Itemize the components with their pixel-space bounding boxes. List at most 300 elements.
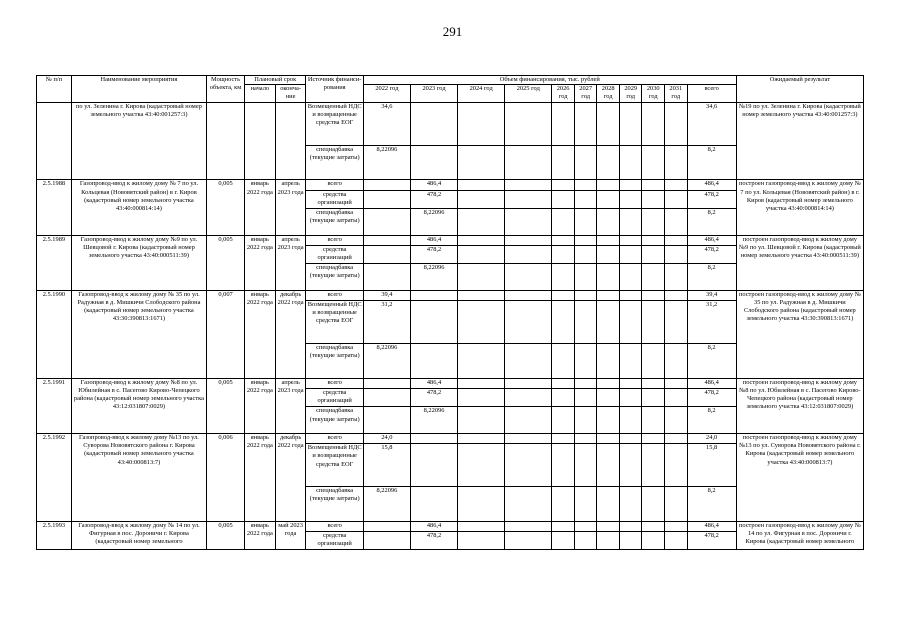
year-amount — [458, 180, 505, 190]
year-amount — [552, 145, 575, 180]
year-amount — [574, 290, 597, 300]
entry-end: декабрь 2022 года — [275, 290, 306, 378]
year-amount — [597, 521, 620, 531]
funding-source: Возмещенный НДС и возвращенные средства ЕОГ — [306, 444, 363, 487]
year-amount — [505, 245, 552, 263]
total-amount: 478,2 — [687, 532, 736, 550]
year-amount — [665, 300, 688, 343]
entry-capacity: 0,005 — [207, 180, 245, 235]
year-amount — [505, 145, 552, 180]
year-amount — [574, 378, 597, 388]
table-header — [37, 76, 864, 103]
year-amount — [619, 487, 642, 522]
year-amount — [363, 407, 410, 434]
table-row — [37, 290, 864, 300]
year-amount — [552, 180, 575, 190]
year-amount — [458, 343, 505, 378]
total-amount: 8,2 — [687, 343, 736, 378]
year-amount — [410, 487, 457, 522]
year-amount — [410, 343, 457, 378]
year-amount — [574, 145, 597, 180]
year-amount — [619, 378, 642, 388]
year-amount — [552, 378, 575, 388]
year-amount: 8,22096 — [363, 343, 410, 378]
year-amount — [619, 521, 642, 531]
expected-result: построен газопровод-ввод к жилому дому №8 по ул. Юбилейная в с. Пасегово Кирово-Чепецкого района (кадастровый номер земельного участка 43:12:031807:0029) — [736, 378, 863, 433]
year-amount — [363, 388, 410, 406]
year-amount — [552, 102, 575, 145]
total-amount: 34,6 — [687, 102, 736, 145]
year-amount — [552, 388, 575, 406]
financing-table — [36, 75, 864, 550]
total-amount: 8,2 — [687, 208, 736, 235]
year-amount: 31,2 — [363, 300, 410, 343]
year-amount — [505, 264, 552, 291]
year-amount: 8,22096 — [363, 487, 410, 522]
year-amount — [642, 102, 665, 145]
year-amount — [665, 190, 688, 208]
year-amount — [597, 378, 620, 388]
expected-result: построен газопровод-ввод к жилому дому № 14 по ул. Фигурная в пос. Дороничи г. Кирова (кадастровый номер земельного — [736, 521, 863, 550]
year-amount — [458, 208, 505, 235]
year-amount — [458, 102, 505, 145]
funding-source: спецнадбавка (текущие затраты) — [306, 145, 363, 180]
entry-start — [244, 102, 275, 180]
entry-name: Газопровод-ввод к жилому дому № 7 по ул. Кольцевая (Нововятский район) в г. Киров (кадастровый номер земельного участка 43:40:000814:14) — [71, 180, 206, 235]
year-amount — [619, 290, 642, 300]
year-amount — [665, 208, 688, 235]
year-amount — [597, 433, 620, 443]
year-amount — [552, 190, 575, 208]
entry-num: 2.5.1991 — [37, 378, 72, 433]
year-amount — [458, 521, 505, 531]
header-name: Наименование мероприятия — [71, 76, 206, 103]
year-amount — [505, 487, 552, 522]
funding-source: всего — [306, 521, 363, 531]
year-amount — [363, 190, 410, 208]
year-amount — [458, 433, 505, 443]
year-amount — [458, 407, 505, 434]
total-amount: 486,4 — [687, 235, 736, 245]
year-amount — [552, 521, 575, 531]
table-body — [37, 102, 864, 550]
expected-result: №19 по ул. Зеленина г. Кирова (кадастровый номер земельного участка 43:40:001257:3) — [736, 102, 863, 180]
year-amount — [665, 264, 688, 291]
year-amount: 8,22096 — [410, 264, 457, 291]
funding-source: Возмещенный НДС и возвращенные средства ЕОГ — [306, 300, 363, 343]
year-amount — [363, 208, 410, 235]
year-amount — [552, 444, 575, 487]
entry-name: Газопровод-ввод к жилому дому № 35 по ул. Радужная в д. Мишкичи Слободского района (кадастровый номер земельного участка 43:30:390813:1671) — [71, 290, 206, 378]
year-amount — [597, 190, 620, 208]
year-amount: 486,4 — [410, 180, 457, 190]
header-year: 2030 год — [642, 85, 665, 102]
year-amount — [619, 190, 642, 208]
year-amount — [642, 180, 665, 190]
year-amount — [665, 532, 688, 550]
year-amount — [363, 532, 410, 550]
total-amount: 8,2 — [687, 145, 736, 180]
year-amount: 486,4 — [410, 235, 457, 245]
year-amount — [574, 235, 597, 245]
year-amount — [458, 264, 505, 291]
year-amount — [458, 145, 505, 180]
year-amount — [552, 290, 575, 300]
entry-num: 2.5.1988 — [37, 180, 72, 235]
year-amount — [642, 407, 665, 434]
year-amount — [597, 102, 620, 145]
year-amount — [458, 444, 505, 487]
year-amount: 478,2 — [410, 245, 457, 263]
year-amount — [574, 407, 597, 434]
total-amount: 8,2 — [687, 264, 736, 291]
header-capacity: Мощность объекта, км — [207, 76, 245, 103]
year-amount — [552, 300, 575, 343]
funding-source: всего — [306, 378, 363, 388]
year-amount — [552, 235, 575, 245]
year-amount — [552, 532, 575, 550]
header-source: Источник финанси-рования — [306, 76, 363, 103]
year-amount — [642, 444, 665, 487]
table-row — [37, 180, 864, 190]
year-amount — [505, 190, 552, 208]
total-amount: 478,2 — [687, 190, 736, 208]
entry-capacity: 0,007 — [207, 290, 245, 378]
year-amount — [458, 290, 505, 300]
table-row — [37, 102, 864, 145]
entry-capacity: 0,006 — [207, 433, 245, 521]
year-amount — [597, 407, 620, 434]
entry-num — [37, 102, 72, 180]
year-amount — [363, 245, 410, 263]
year-amount — [597, 180, 620, 190]
year-amount: 478,2 — [410, 532, 457, 550]
year-amount — [665, 235, 688, 245]
header-year: 2029 год — [619, 85, 642, 102]
year-amount — [574, 343, 597, 378]
entry-start: январь 2022 года — [244, 180, 275, 235]
page-number: 291 — [442, 24, 463, 39]
year-amount — [619, 433, 642, 443]
year-amount — [505, 521, 552, 531]
year-amount — [410, 444, 457, 487]
year-amount — [619, 264, 642, 291]
year-amount — [597, 245, 620, 263]
header-year: 2028 год — [597, 85, 620, 102]
year-amount — [619, 388, 642, 406]
year-amount: 8,22096 — [363, 145, 410, 180]
entry-start: январь 2022 года — [244, 378, 275, 433]
total-amount: 24,0 — [687, 433, 736, 443]
year-amount — [574, 245, 597, 263]
header-total: всего — [687, 85, 736, 102]
total-amount: 15,8 — [687, 444, 736, 487]
year-amount — [642, 343, 665, 378]
year-amount — [665, 343, 688, 378]
expected-result: построен газопровод-ввод к жилому дому № 35 по ул. Радужная в д. Мишкичи Слободского района (кадастровый номер земельного участка 43:30:390813:1671) — [736, 290, 863, 378]
year-amount — [363, 378, 410, 388]
year-amount — [574, 388, 597, 406]
header-end: оконча-ние — [275, 85, 306, 102]
year-amount: 478,2 — [410, 190, 457, 208]
year-amount — [619, 300, 642, 343]
year-amount: 39,4 — [363, 290, 410, 300]
year-amount — [642, 235, 665, 245]
year-amount — [574, 264, 597, 291]
year-amount — [458, 378, 505, 388]
year-amount — [665, 407, 688, 434]
expected-result: построен газопровод-ввод к жилому дому №9 по ул. Шевцовой г. Кирова (кадастровый номер земельного участка 43:40:000511:39) — [736, 235, 863, 290]
entry-name: по ул. Зеленина г. Кирова (кадастровый номер земельного участка 43:40:001257:3) — [71, 102, 206, 180]
year-amount — [642, 300, 665, 343]
total-amount: 8,2 — [687, 487, 736, 522]
total-amount: 39,4 — [687, 290, 736, 300]
entry-name: Газопровод-ввод к жилому дому №8 по ул. Юбилейная в с. Пасегово Кирово-Чепецкого района (кадастровый номер земельного участка 43:12:031807:0029) — [71, 378, 206, 433]
table-row — [37, 521, 864, 531]
total-amount: 478,2 — [687, 245, 736, 263]
year-amount — [363, 264, 410, 291]
entry-start: январь 2022 года — [244, 290, 275, 378]
year-amount — [619, 532, 642, 550]
funding-source: спецнадбавка (текущие затраты) — [306, 208, 363, 235]
funding-source: средства организаций — [306, 532, 363, 550]
year-amount — [458, 235, 505, 245]
year-amount — [363, 521, 410, 531]
year-amount — [505, 290, 552, 300]
year-amount — [574, 300, 597, 343]
year-amount — [642, 190, 665, 208]
year-amount — [665, 145, 688, 180]
year-amount — [597, 343, 620, 378]
entry-end: апрель 2023 года — [275, 235, 306, 290]
expected-result: построен газопровод-ввод к жилому дому №13 по ул. Суворова Нововятского района г. Кирова (кадастровый номер земельного участка 43:40:000813:7) — [736, 433, 863, 521]
year-amount — [619, 145, 642, 180]
entry-capacity — [207, 102, 245, 180]
funding-source: всего — [306, 235, 363, 245]
total-amount: 486,4 — [687, 378, 736, 388]
year-amount — [458, 388, 505, 406]
header-year: 2025 год — [505, 85, 552, 102]
year-amount — [505, 102, 552, 145]
year-amount: 34,6 — [363, 102, 410, 145]
year-amount: 8,22096 — [410, 208, 457, 235]
funding-source: средства организаций — [306, 245, 363, 263]
header-num: № п/п — [37, 76, 72, 103]
year-amount — [458, 532, 505, 550]
year-amount — [665, 378, 688, 388]
year-amount — [597, 208, 620, 235]
entry-num: 2.5.1992 — [37, 433, 72, 521]
year-amount — [574, 532, 597, 550]
total-amount: 486,4 — [687, 521, 736, 531]
year-amount — [505, 388, 552, 406]
header-year: 2026 год — [552, 85, 575, 102]
entry-capacity: 0,005 — [207, 378, 245, 433]
entry-start: январь 2022 года — [244, 521, 275, 550]
header-year: 2031 год — [665, 85, 688, 102]
header-start: начало — [244, 85, 275, 102]
header-volume: Объем финансирования, тыс. рублей — [363, 76, 736, 85]
total-amount: 8,2 — [687, 407, 736, 434]
year-amount — [552, 433, 575, 443]
year-amount — [619, 102, 642, 145]
funding-source: спецнадбавка (текущие затраты) — [306, 264, 363, 291]
year-amount — [363, 235, 410, 245]
year-amount — [665, 290, 688, 300]
funding-source: всего — [306, 180, 363, 190]
expected-result: построен газопровод-ввод к жилому дому № 7 по ул. Кольцевая (Нововятский район) в г. Киров (кадастровый номер земельного участка 43:40:000814:14) — [736, 180, 863, 235]
header-result: Ожидаемый результат — [736, 76, 863, 103]
year-amount — [505, 343, 552, 378]
year-amount: 8,22096 — [410, 407, 457, 434]
year-amount — [665, 388, 688, 406]
year-amount — [552, 487, 575, 522]
year-amount — [458, 300, 505, 343]
year-amount — [597, 444, 620, 487]
year-amount — [642, 521, 665, 531]
funding-source: всего — [306, 290, 363, 300]
year-amount — [619, 343, 642, 378]
year-amount — [597, 388, 620, 406]
year-amount — [552, 264, 575, 291]
year-amount — [552, 343, 575, 378]
entry-num: 2.5.1989 — [37, 235, 72, 290]
year-amount: 486,4 — [410, 378, 457, 388]
total-amount: 486,4 — [687, 180, 736, 190]
funding-source: всего — [306, 433, 363, 443]
year-amount — [505, 235, 552, 245]
funding-source: средства организаций — [306, 190, 363, 208]
total-amount: 31,2 — [687, 300, 736, 343]
year-amount — [597, 145, 620, 180]
year-amount — [642, 208, 665, 235]
year-amount: 478,2 — [410, 388, 457, 406]
year-amount — [619, 180, 642, 190]
year-amount — [665, 521, 688, 531]
year-amount — [642, 245, 665, 263]
year-amount — [665, 487, 688, 522]
table-row — [37, 378, 864, 388]
year-amount: 15,8 — [363, 444, 410, 487]
year-amount — [665, 433, 688, 443]
year-amount — [597, 290, 620, 300]
year-amount — [574, 487, 597, 522]
year-amount — [410, 102, 457, 145]
funding-source: Возмещенный НДС и возвращенные средства ЕОГ — [306, 102, 363, 145]
year-amount — [574, 102, 597, 145]
year-amount — [642, 264, 665, 291]
year-amount — [597, 532, 620, 550]
entry-name: Газопровод-ввод к жилому дому № 14 по ул. Фигурная в пос. Дороничи г. Кирова (кадастровый номер земельного — [71, 521, 206, 550]
year-amount — [574, 433, 597, 443]
year-amount — [505, 532, 552, 550]
entry-name: Газопровод-ввод к жилому дому №13 по ул. Суворова Нововятского района г. Кирова (кадастровый номер земельного участка 43:40:000813:7) — [71, 433, 206, 521]
funding-source: спецнадбавка (текущие затраты) — [306, 343, 363, 378]
year-amount: 486,4 — [410, 521, 457, 531]
year-amount — [619, 444, 642, 487]
year-amount — [552, 407, 575, 434]
year-amount — [574, 444, 597, 487]
entry-end: апрель 2023 года — [275, 180, 306, 235]
table-row — [37, 433, 864, 443]
year-amount — [410, 300, 457, 343]
entry-start: январь 2022 года — [244, 433, 275, 521]
year-amount — [410, 433, 457, 443]
year-amount — [410, 145, 457, 180]
year-amount — [505, 300, 552, 343]
year-amount — [665, 102, 688, 145]
year-amount — [574, 190, 597, 208]
year-amount — [665, 444, 688, 487]
year-amount — [619, 407, 642, 434]
year-amount — [458, 487, 505, 522]
year-amount — [552, 245, 575, 263]
year-amount — [410, 290, 457, 300]
entry-capacity: 0,005 — [207, 235, 245, 290]
entry-num: 2.5.1990 — [37, 290, 72, 378]
entry-end: апрель 2023 года — [275, 378, 306, 433]
year-amount — [642, 290, 665, 300]
year-amount — [458, 190, 505, 208]
year-amount — [665, 180, 688, 190]
entry-start: январь 2022 года — [244, 235, 275, 290]
year-amount — [597, 300, 620, 343]
year-amount — [505, 407, 552, 434]
table-row — [37, 235, 864, 245]
header-year: 2027 год — [574, 85, 597, 102]
year-amount — [642, 378, 665, 388]
year-amount — [642, 532, 665, 550]
year-amount — [597, 235, 620, 245]
year-amount — [642, 487, 665, 522]
header-year: 2024 год — [458, 85, 505, 102]
year-amount — [574, 180, 597, 190]
year-amount — [597, 487, 620, 522]
entry-capacity: 0,005 — [207, 521, 245, 550]
entry-end — [275, 102, 306, 180]
entry-end: декабрь 2022 года — [275, 433, 306, 521]
header-year: 2022 год — [363, 85, 410, 102]
year-amount — [619, 208, 642, 235]
year-amount — [505, 180, 552, 190]
header-year: 2023 год — [410, 85, 457, 102]
year-amount — [505, 433, 552, 443]
year-amount — [597, 264, 620, 291]
year-amount — [642, 388, 665, 406]
year-amount — [574, 521, 597, 531]
year-amount — [505, 378, 552, 388]
funding-source: спецнадбавка (текущие затраты) — [306, 407, 363, 434]
entry-name: Газопровод-ввод к жилому дому №9 по ул. Шевцовой г. Кирова (кадастровый номер земельного участка 43:40:000511:39) — [71, 235, 206, 290]
year-amount — [574, 208, 597, 235]
year-amount: 24,0 — [363, 433, 410, 443]
year-amount — [505, 444, 552, 487]
year-amount — [363, 180, 410, 190]
year-amount — [642, 433, 665, 443]
header-period: Плановый срок — [244, 76, 305, 85]
entry-num: 2.5.1993 — [37, 521, 72, 550]
year-amount — [552, 208, 575, 235]
year-amount — [458, 245, 505, 263]
funding-source: спецнадбавка (текущие затраты) — [306, 487, 363, 522]
funding-source: средства организаций — [306, 388, 363, 406]
year-amount — [619, 235, 642, 245]
year-amount — [505, 208, 552, 235]
year-amount — [665, 245, 688, 263]
entry-end: май 2023 года — [275, 521, 306, 550]
total-amount: 478,2 — [687, 388, 736, 406]
year-amount — [619, 245, 642, 263]
